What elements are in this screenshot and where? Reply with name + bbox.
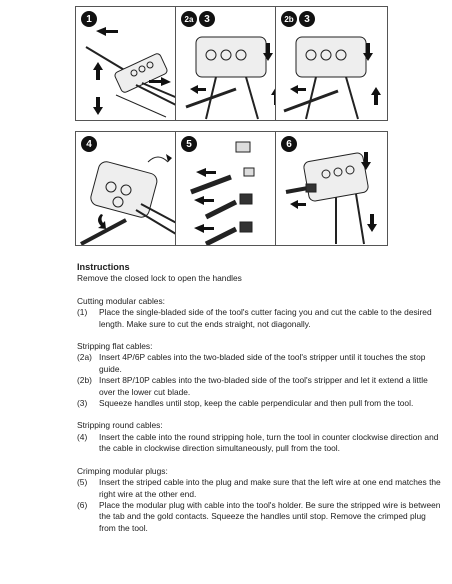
- instruction-item: [77, 477, 442, 500]
- step-number: 3: [299, 11, 315, 27]
- plug-insertion-illustration: [176, 132, 288, 246]
- crimper-stripping-flat-illustration: [176, 7, 288, 121]
- item-label: (2a): [77, 352, 92, 363]
- item-label: (1): [77, 307, 88, 318]
- step-4-panel: [75, 131, 188, 246]
- instruction-item: [77, 500, 442, 534]
- instructions-title: Instructions: [77, 262, 130, 272]
- item-text: Insert 8P/10P cables into the two-bladed side of the tool's stripper and let it extend a little over the lower cut blade.: [99, 375, 428, 397]
- step-2a-3-panel: [175, 6, 288, 121]
- step-1-panel: [75, 6, 188, 121]
- instructions: [77, 262, 442, 534]
- instruction-item: [77, 352, 442, 375]
- instruction-item: [77, 398, 442, 409]
- item-text: Insert the cable into the round stripping hole, turn the tool in counter clockwise direction and the cable in clockwise direction simultaneously, pull from the tool.: [99, 431, 439, 454]
- item-label: (4): [77, 431, 88, 442]
- item-text: Place the single-bladed side of the tool's cutter facing you and cut the cable to the desired length. Make sure to cut the ends straight, not diagonally.: [99, 307, 432, 329]
- step-number: 6: [281, 136, 297, 152]
- item-text: Squeeze handles until stop, keep the cable perpendicular and then pull from the tool.: [99, 398, 414, 409]
- item-label: (3): [77, 398, 88, 409]
- step-number: 4: [81, 136, 97, 152]
- item-text: Place the modular plug with cable into the tool's holder. Be sure the stripped wire is between the tab and the gold contacts. Squeeze the handles until stop. Remove the crimped plug from the tool.: [99, 499, 441, 533]
- step-5-panel: [175, 131, 288, 246]
- crimper-stripping-flat-illustration: [276, 7, 388, 121]
- item-text: Insert the striped cable into the plug and make sure that the left wire at one end matches the right wire at the other end.: [99, 477, 441, 499]
- instruction-item: [77, 432, 442, 455]
- step-6-panel: [275, 131, 388, 246]
- item-label: (2b): [77, 375, 92, 386]
- section-heading: Stripping round cables:: [77, 420, 163, 431]
- section-heading: Crimping modular plugs:: [77, 465, 168, 476]
- instruction-item: [77, 307, 442, 330]
- section-heading: Stripping flat cables:: [77, 341, 153, 352]
- step-number: 1: [81, 11, 97, 27]
- crimper-stripping-round-illustration: [76, 132, 188, 246]
- step-number: 3: [199, 11, 215, 27]
- instructions-intro: Remove the closed lock to open the handles: [77, 273, 242, 284]
- step-number: 2a: [181, 11, 197, 27]
- instruction-item: [77, 375, 442, 398]
- crimper-cutting-illustration: [76, 7, 188, 121]
- step-number: 5: [181, 136, 197, 152]
- item-label: (6): [77, 499, 88, 510]
- step-2b-3-panel: [275, 6, 388, 121]
- item-text: Insert 4P/6P cables into the two-bladed side of the tool's stripper until it touches the stop guide.: [99, 352, 426, 374]
- item-label: (5): [77, 477, 88, 488]
- step-number: 2b: [281, 11, 297, 27]
- crimper-crimping-illustration: [276, 132, 388, 246]
- section-heading: Cutting modular cables:: [77, 295, 165, 306]
